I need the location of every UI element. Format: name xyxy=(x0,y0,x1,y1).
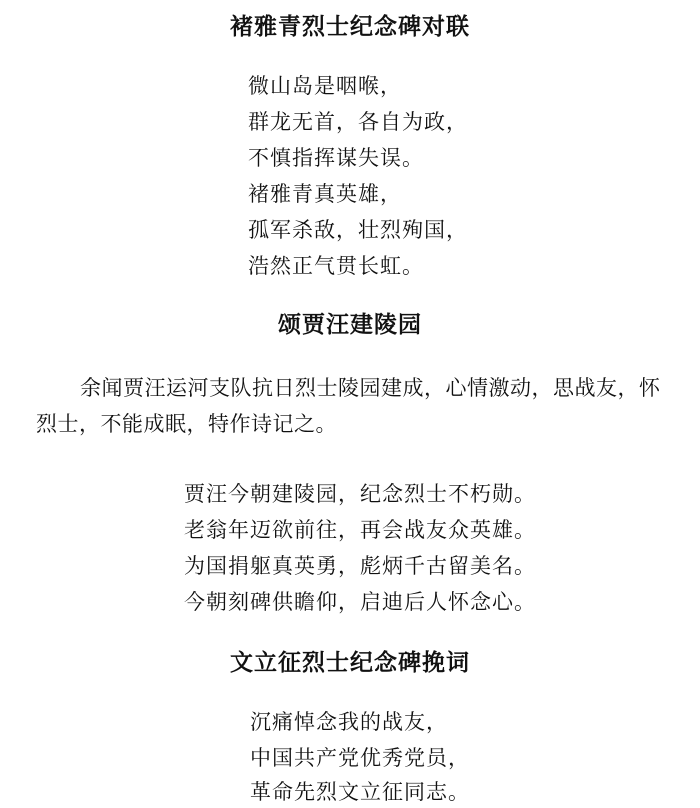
section3-line: 革命先烈文立征同志。 xyxy=(250,780,470,804)
section2-line: 为国捐躯真英勇，彪炳千古留美名。 xyxy=(184,554,536,578)
section2-line: 老翁年迈欲前往，再会战友众英雄。 xyxy=(184,518,536,542)
section2-line: 贾汪今朝建陵园，纪念烈士不朽勋。 xyxy=(184,482,536,506)
section3-title: 文立征烈士纪念碑挽词 xyxy=(230,650,470,676)
section3-line: 沉痛悼念我的战友， xyxy=(250,710,448,734)
section2-preface-line: 余闻贾汪运河支队抗日烈士陵园建成，心情激动，思战友，怀 xyxy=(80,376,661,400)
section2-line: 今朝刻碑供瞻仰，启迪后人怀念心。 xyxy=(184,590,536,614)
section1-line: 不慎指挥谋失误。 xyxy=(248,146,424,170)
section3-line: 中国共产党优秀党员， xyxy=(250,746,470,770)
section1-line: 微山岛是咽喉， xyxy=(248,74,402,98)
section2-preface-line: 烈士，不能成眠，特作诗记之。 xyxy=(36,412,337,436)
section2-title: 颂贾汪建陵园 xyxy=(278,312,422,338)
section1-line: 褚雅青真英雄， xyxy=(248,182,402,206)
section1-line: 浩然正气贯长虹。 xyxy=(248,254,424,278)
section1-line: 群龙无首，各自为政， xyxy=(248,110,468,134)
section1-title: 褚雅青烈士纪念碑对联 xyxy=(230,14,470,40)
section1-line: 孤军杀敌，壮烈殉国， xyxy=(248,218,468,242)
